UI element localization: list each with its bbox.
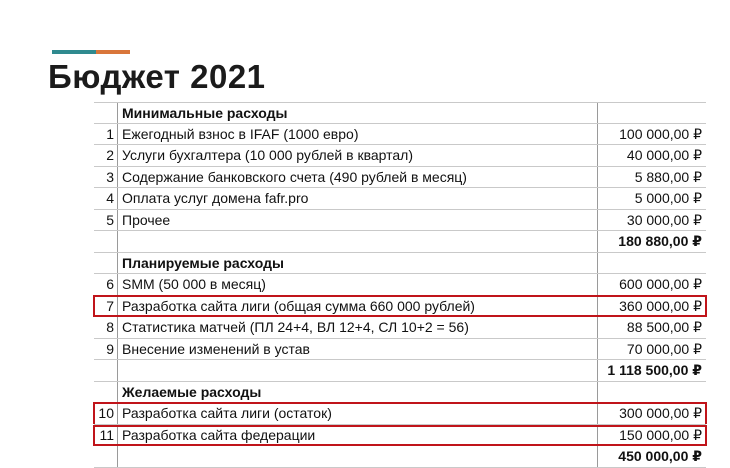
- row-amount: 5 000,00 ₽: [634, 190, 702, 206]
- accent-bar-orange: [96, 50, 130, 54]
- table-row: [94, 317, 706, 339]
- row-amount: 40 000,00 ₽: [626, 147, 702, 163]
- row-amount: 300 000,00 ₽: [619, 405, 702, 421]
- table-row: [94, 124, 706, 146]
- row-number: 4: [94, 188, 118, 209]
- row-number: 9: [94, 339, 118, 360]
- section-total-row: [94, 446, 706, 468]
- row-name: SMM (50 000 в месяц): [118, 274, 598, 295]
- row-number: 2: [94, 145, 118, 166]
- section-header: Планируемые расходы: [118, 253, 598, 274]
- section-header-row: [94, 102, 706, 124]
- accent-bar-teal: [52, 50, 96, 54]
- row-number: 5: [94, 210, 118, 231]
- table-row: [94, 188, 706, 210]
- table-row: [94, 274, 706, 296]
- row-name: Содержание банковского счета (490 рублей в месяц): [118, 167, 598, 188]
- row-name: Оплата услуг домена fafr.pro: [118, 188, 598, 209]
- row-amount: 100 000,00 ₽: [619, 125, 702, 142]
- row-amount: 5 880,00 ₽: [634, 168, 702, 185]
- section-total-row: [94, 360, 706, 382]
- row-number: 6: [94, 274, 118, 295]
- section-header: Желаемые расходы: [118, 382, 598, 403]
- row-number: 10: [94, 403, 118, 424]
- section-header: Минимальные расходы: [118, 103, 598, 123]
- table-row: [94, 210, 706, 232]
- row-amount: 360 000,00 ₽: [619, 297, 702, 314]
- row-amount: 88 500,00 ₽: [626, 319, 702, 335]
- table-row: [94, 167, 706, 189]
- row-name: Ежегодный взнос в IFAF (1000 евро): [118, 124, 598, 145]
- row-name: Прочее: [118, 210, 598, 231]
- row-number: 8: [94, 317, 118, 338]
- row-name: Разработка сайта федерации: [118, 425, 598, 446]
- row-amount: 30 000,00 ₽: [626, 211, 702, 228]
- row-amount: 70 000,00 ₽: [626, 340, 702, 357]
- table-row: [94, 339, 706, 361]
- row-name: Внесение изменений в устав: [118, 339, 598, 360]
- row-number: 3: [94, 167, 118, 188]
- row-number: 1: [94, 124, 118, 145]
- page-title: Бюджет 2021: [48, 58, 266, 95]
- row-name: Услуги бухгалтера (10 000 рублей в квартал): [118, 145, 598, 166]
- row-name: Разработка сайта лиги (остаток): [118, 403, 598, 424]
- row-name: Статистика матчей (ПЛ 24+4, ВЛ 12+4, СЛ 10+2 = 56): [118, 317, 598, 338]
- table-row-highlighted: [94, 296, 706, 318]
- row-name: Разработка сайта лиги (общая сумма 660 000 рублей): [118, 296, 598, 317]
- section-header-row: [94, 382, 706, 404]
- section-total: 180 880,00 ₽: [618, 233, 702, 249]
- budget-table: [94, 102, 706, 468]
- section-total: 450 000,00 ₽: [618, 448, 702, 464]
- table-row: [94, 145, 706, 167]
- row-number: 7: [94, 296, 118, 317]
- row-amount: 150 000,00 ₽: [619, 426, 702, 443]
- table-row-highlighted: [94, 403, 706, 425]
- section-header-row: [94, 253, 706, 275]
- table-row-highlighted: [94, 425, 706, 447]
- section-total: 1 118 500,00 ₽: [607, 362, 702, 378]
- section-total-row: [94, 231, 706, 253]
- row-amount: 600 000,00 ₽: [619, 276, 702, 292]
- row-number: 11: [94, 425, 118, 446]
